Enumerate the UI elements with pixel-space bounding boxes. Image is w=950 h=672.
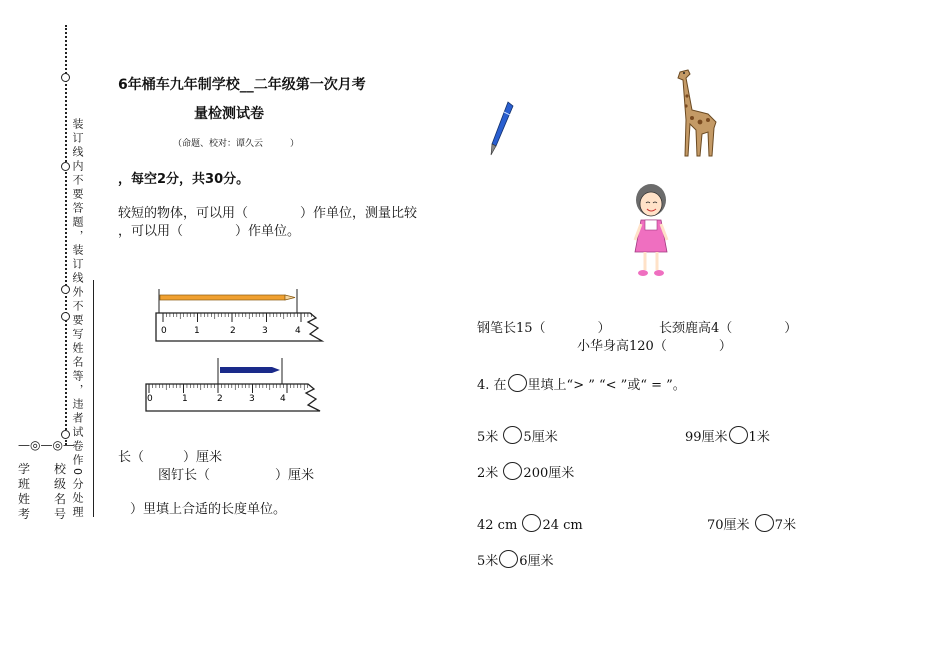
tick-label: 3 (262, 326, 268, 336)
pen-image (486, 100, 516, 158)
pencil-tip (285, 295, 295, 300)
section1-heading: ，每空2分，共30分。 (118, 172, 250, 187)
comparison-left: 5米 (477, 554, 499, 569)
girl-face (640, 192, 662, 216)
nail-length-answer: 图钉长（ ）厘米 (158, 468, 315, 483)
giraffe-image (668, 66, 724, 160)
girl-image (627, 180, 677, 280)
tick-label: 0 (161, 326, 167, 336)
girl-shoe (638, 270, 648, 276)
xiaohua-height-blank: 小华身高120（ ） (577, 339, 732, 354)
binding-dotted-line (65, 25, 67, 445)
comparison-right: 6厘米 (519, 554, 554, 569)
comparison-left: 99厘米 (685, 430, 728, 445)
ruler-body (146, 384, 320, 411)
comparison-right: 1米 (748, 430, 770, 445)
comparison-right: 200厘米 (523, 466, 575, 481)
field-class: 班 级 (18, 477, 67, 491)
comparison-circle[interactable] (503, 462, 522, 480)
pencil-length-answer: 长（ ）厘米 (118, 450, 223, 465)
tick-label: 1 (182, 394, 188, 404)
nail-body (220, 367, 272, 373)
pen-nib (491, 144, 496, 155)
giraffe-body (678, 70, 716, 156)
comparison-left: 5米 (477, 430, 499, 445)
comparison-circle[interactable] (522, 514, 541, 532)
binding-ring (61, 73, 70, 82)
question1-line2: ，可以用（ ）作单位。 (118, 224, 301, 239)
giraffe-spot (690, 116, 694, 120)
pencil-body (160, 295, 285, 300)
question1-line1: 较短的物体，可以用（ ）作单位，测量比较 (118, 206, 418, 221)
comparison-item (477, 426, 558, 445)
section3-instruction: ）里填上合适的长度单位。 (130, 502, 287, 517)
comparison-right: 5厘米 (523, 430, 558, 445)
page-title: 6年桶车九年制学校__二年级第一次月考 (118, 77, 366, 93)
nail-tip (272, 367, 280, 373)
comparison-item (477, 514, 583, 533)
credits: （命题、校对：谭久云 ） (173, 139, 300, 149)
comparison-item (685, 426, 770, 445)
comparison-left: 42 cm (477, 518, 518, 533)
giraffe-eye (683, 72, 685, 74)
giraffe-spot (698, 120, 703, 125)
comparison-right: 7米 (774, 518, 796, 533)
giraffe-spot (685, 94, 688, 97)
comparison-left: 70厘米 (707, 518, 750, 533)
ruler-with-nail (140, 356, 330, 416)
girl-collar (645, 220, 657, 230)
comparison-circle[interactable] (755, 514, 774, 532)
giraffe-spot (706, 118, 710, 122)
comparison-circle[interactable] (729, 426, 748, 444)
tick-label: 4 (280, 394, 286, 404)
tick-label: 2 (217, 394, 223, 404)
tick-label: 0 (147, 394, 153, 404)
page-subtitle: 量检测试卷 (194, 106, 264, 122)
girl-shoe (654, 270, 664, 276)
comparison-item (477, 462, 574, 481)
binding-instruction: 装订线内不要答题，装订线外不要写姓名等，违者试卷作0分处理 (71, 118, 84, 520)
giraffe-height-blank: 长颈鹿高4（ ） (659, 321, 798, 336)
question4-instruction (477, 374, 686, 393)
comparison-left: 2米 (477, 466, 499, 481)
tick-label: 3 (249, 394, 255, 404)
margin-rule (93, 280, 94, 517)
tick-label: 2 (230, 326, 236, 336)
ruler-with-pencil (150, 285, 330, 347)
pen-body (492, 102, 513, 146)
comparison-circle[interactable] (503, 426, 522, 444)
comparison-item (477, 550, 554, 569)
field-number: 考 号 (18, 507, 67, 521)
tick-label: 1 (194, 326, 200, 336)
giraffe-spot (684, 104, 687, 107)
field-name: 姓 名 (18, 492, 67, 506)
q4-prefix: 4. 在 (477, 378, 507, 393)
field-school: 学 校 (18, 462, 67, 476)
comparison-right: 24 cm (542, 518, 583, 533)
comparison-circle[interactable] (499, 550, 518, 568)
comparison-circle[interactable] (508, 374, 527, 392)
comparison-item (707, 514, 796, 533)
tick-label: 4 (295, 326, 301, 336)
pen-length-blank: 钢笔长15（ ） (477, 321, 611, 336)
margin-dash-mark: —◎—◎— (18, 438, 75, 452)
q4-suffix: 里填上“> ” “< ”或“ = ”。 (527, 378, 686, 393)
student-info-fields (18, 462, 66, 522)
